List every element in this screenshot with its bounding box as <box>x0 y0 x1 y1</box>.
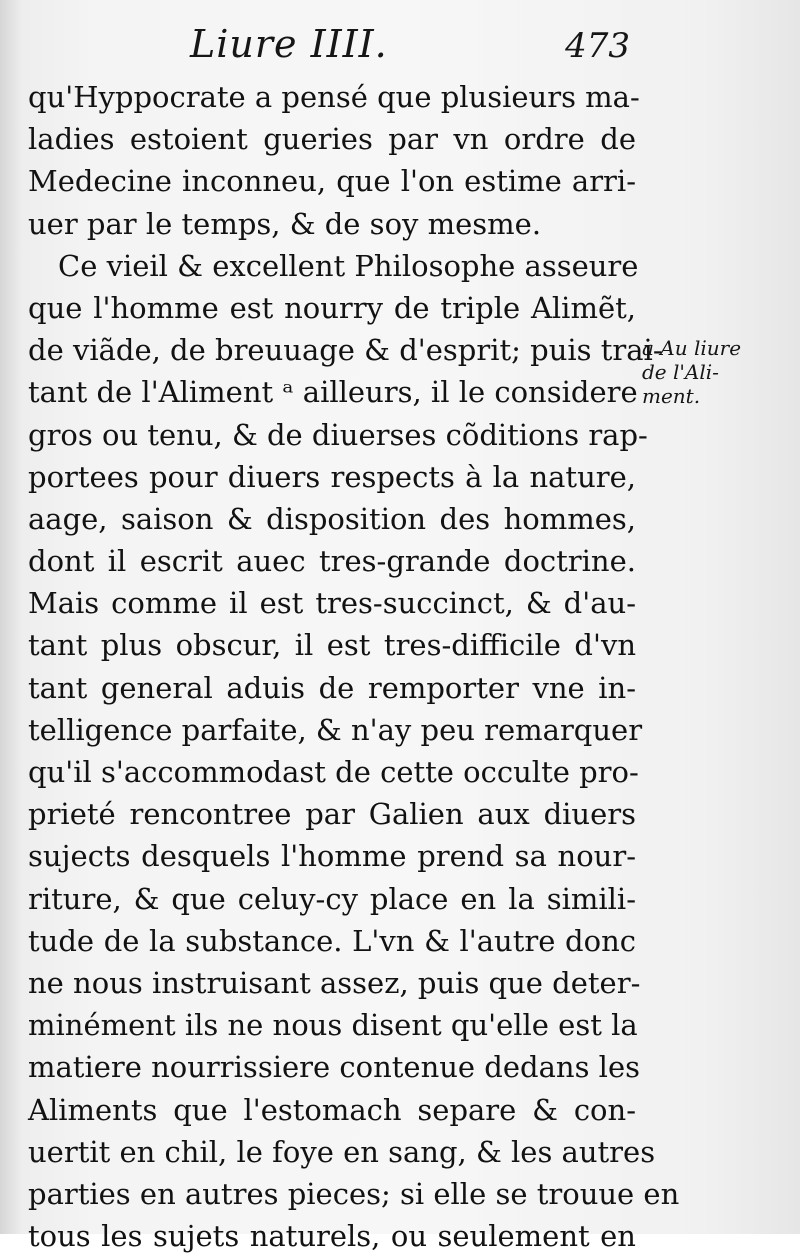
text-line: Aliments que l'estomach separe & con- <box>28 1092 636 1127</box>
text-line: riture, & que celuy-cy place en la simili- <box>28 881 636 916</box>
marginal-note-line: a Au liure <box>642 336 742 360</box>
text-line: ladies estoient gueries par vn ordre de <box>28 122 636 157</box>
running-head: Liure IIII. <box>190 22 388 66</box>
text-line: gros ou tenu, & de diuerses cõditions rap- <box>28 417 648 452</box>
text-line: telligence parfaite, & n'ay peu remarquer <box>28 712 643 747</box>
text-line: portees pour diuers respects à la nature, <box>28 459 636 494</box>
text-line: de viãde, de breuuage & d'esprit; puis trai- <box>28 333 663 368</box>
text-line: uer par le temps, & de soy mesme. <box>28 206 542 241</box>
text-line: dont il escrit auec tres-grande doctrine. <box>28 544 636 579</box>
text-line: tant general aduis de remporter vne in- <box>28 670 636 705</box>
text-line: Medecine inconneu, que l'on estime arri- <box>28 164 636 199</box>
text-line: tude de la substance. L'vn & l'autre donc <box>28 923 636 958</box>
marginal-note <box>642 336 782 408</box>
marginal-note-line: ment. <box>642 384 701 408</box>
text-line: Mais comme il est tres-succinct, & d'au- <box>28 586 636 621</box>
text-line: uertit en chil, le foye en sang, & les autres <box>28 1134 656 1169</box>
text-line: tous les sujets naturels, ou seulement en <box>28 1219 636 1254</box>
text-line: ne nous instruisant assez, puis que deter- <box>28 965 641 1000</box>
text-line: tant de l'Aliment ᵃ ailleurs, il le considere <box>28 375 638 410</box>
text-line: qu'il s'accommodast de cette occulte pro- <box>28 755 639 789</box>
body-text <box>28 76 680 1257</box>
text-line: Ce vieil & excellent Philosophe asseure <box>58 248 639 283</box>
page-number: 473 <box>565 26 630 66</box>
text-line: parties en autres pieces; si elle se trouue en <box>28 1176 680 1211</box>
text-line: tant plus obscur, il est tres-difficile d'vn <box>28 628 636 663</box>
text-line: qu'Hyppocrate a pensé que plusieurs ma- <box>28 80 640 114</box>
text-line: matiere nourrissiere contenue dedans les <box>28 1050 640 1085</box>
text-line: prieté rencontree par Galien aux diuers <box>28 797 636 832</box>
page-header <box>190 22 630 76</box>
text-line: aage, saison & disposition des hommes, <box>28 501 636 536</box>
text-line: sujects desquels l'homme prend sa nour- <box>28 839 636 874</box>
text-line: minément ils ne nous disent qu'elle est la <box>28 1008 638 1043</box>
marginal-note-line: de l'Ali- <box>642 360 719 384</box>
text-line: que l'homme est nourry de triple Alimẽt, <box>28 290 636 325</box>
